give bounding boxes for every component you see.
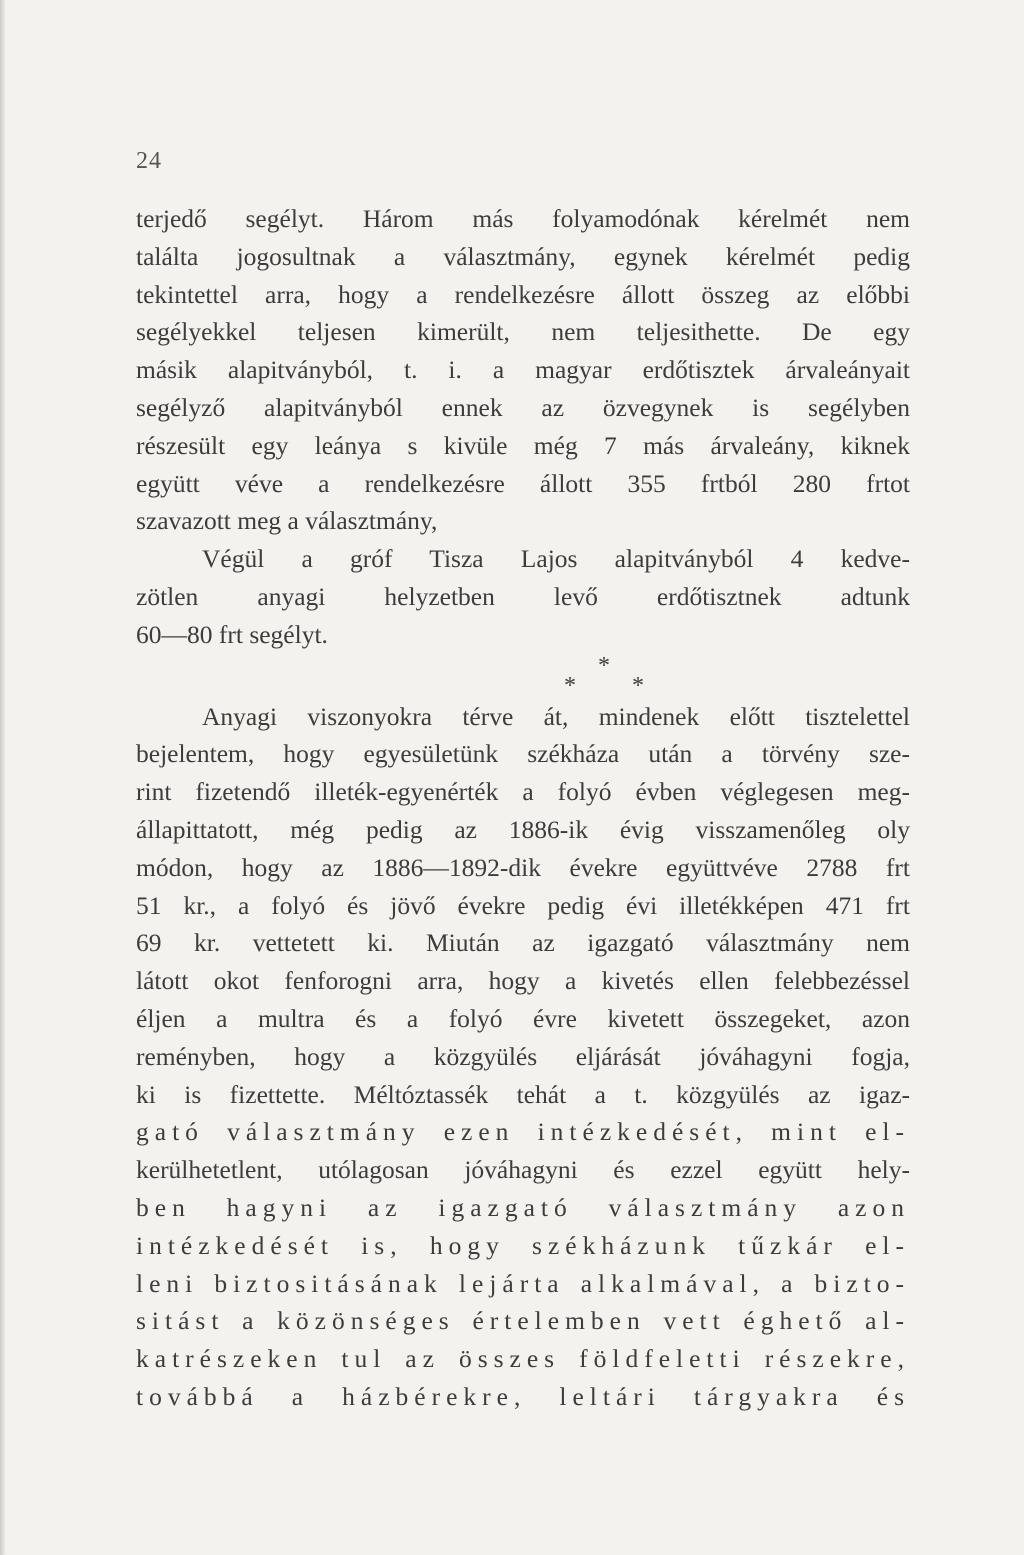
text-line: reményben, hogy a közgyülés eljárását jóváhagyni fogja, [136,1041,910,1071]
asterisk: * [598,652,610,679]
text-line: rint fizetendő illeték-egyenérték a folyó évben véglegesen meg- [136,777,910,807]
paragraph-2 [136,540,910,653]
asterisk: * [564,672,576,699]
text-line: 60—80 frt segélyt. [136,619,328,649]
text-line: Anyagi viszonyokra térve át, mindenek előtt tisztelettel [202,701,910,731]
paragraph-3 [136,698,910,1416]
text-line: látott okot fenforogni arra, hogy a kivetés ellen felebbezéssel [136,966,910,996]
asterisk: * [632,672,644,699]
text-line: éljen a multra és a folyó évre kivetett összegeket, azon [136,1003,910,1033]
text-line: szavazott meg a választmány, [136,506,438,536]
text-line-spaced: intézkedését is, hogy székházunk tűzkár el- [136,1230,910,1260]
text-line: kerülhetetlent, utólagosan jóváhagyni és ezzel együtt hely- [136,1155,910,1185]
text-line: segélyekkel teljesen kimerült, nem teljesithette. De egy [136,317,910,347]
text-line: együtt véve a rendelkezésre állott 355 frtból 280 frtot [136,468,910,498]
page-number: 24 [136,148,162,174]
text-line: találta jogosultnak a választmány, egynek kérelmét pedig [136,241,910,271]
text-line: bejelentem, hogy egyesületünk székháza után a törvény sze- [136,739,910,769]
text-line: másik alapitványból, t. i. a magyar erdőtisztek árvaleányait [136,355,910,385]
text-line: ki is fizettette. Méltóztassék tehát a t. közgyülés az igaz- [136,1079,910,1109]
text-line: 51 kr., a folyó és jövő évekre pedig évi illetékképen 471 frt [136,890,910,920]
text-line: állapittatott, még pedig az 1886-ik évig visszamenőleg oly [136,814,910,844]
text-line: tekintettel arra, hogy a rendelkezésre állott összeg az előbbi [136,279,910,309]
text-line: módon, hogy az 1886—1892-dik évekre együttvéve 2788 frt [136,852,910,882]
text-line: részesült egy leánya s kivüle még 7 más árvaleány, kiknek [136,430,910,460]
text-line-spaced: továbbá a házbérekre, leltári tárgyakra és [136,1381,910,1411]
text-line: segélyző alapitványból ennek az özvegynek is segélyben [136,392,910,422]
section-separator [136,652,910,699]
text-line: zötlen anyagi helyzetben levő erdőtisztnek adtunk [136,581,910,611]
body-text [136,200,910,1416]
text-line-spaced: gató választmány ezen intézkedését, mint el- [136,1117,910,1147]
page-edge-shadow [0,0,6,1555]
paragraph-1 [136,200,910,540]
text-line-spaced: katrészeken tul az összes földfeletti részekre, [136,1344,910,1374]
text-line: Végül a gróf Tisza Lajos alapitványból 4 kedve- [202,544,910,574]
text-line-spaced: ben hagyni az igazgató választmány azon [136,1192,910,1222]
text-line-spaced: leni biztositásának lejárta alkalmával, a bizto- [136,1268,910,1298]
text-line: 69 kr. vettetett ki. Miután az igazgató választmány nem [136,928,910,958]
text-line: terjedő segélyt. Három más folyamodónak kérelmét nem [136,204,910,233]
text-line-spaced: sitást a közönséges értelemben vett éghető al- [136,1306,910,1336]
